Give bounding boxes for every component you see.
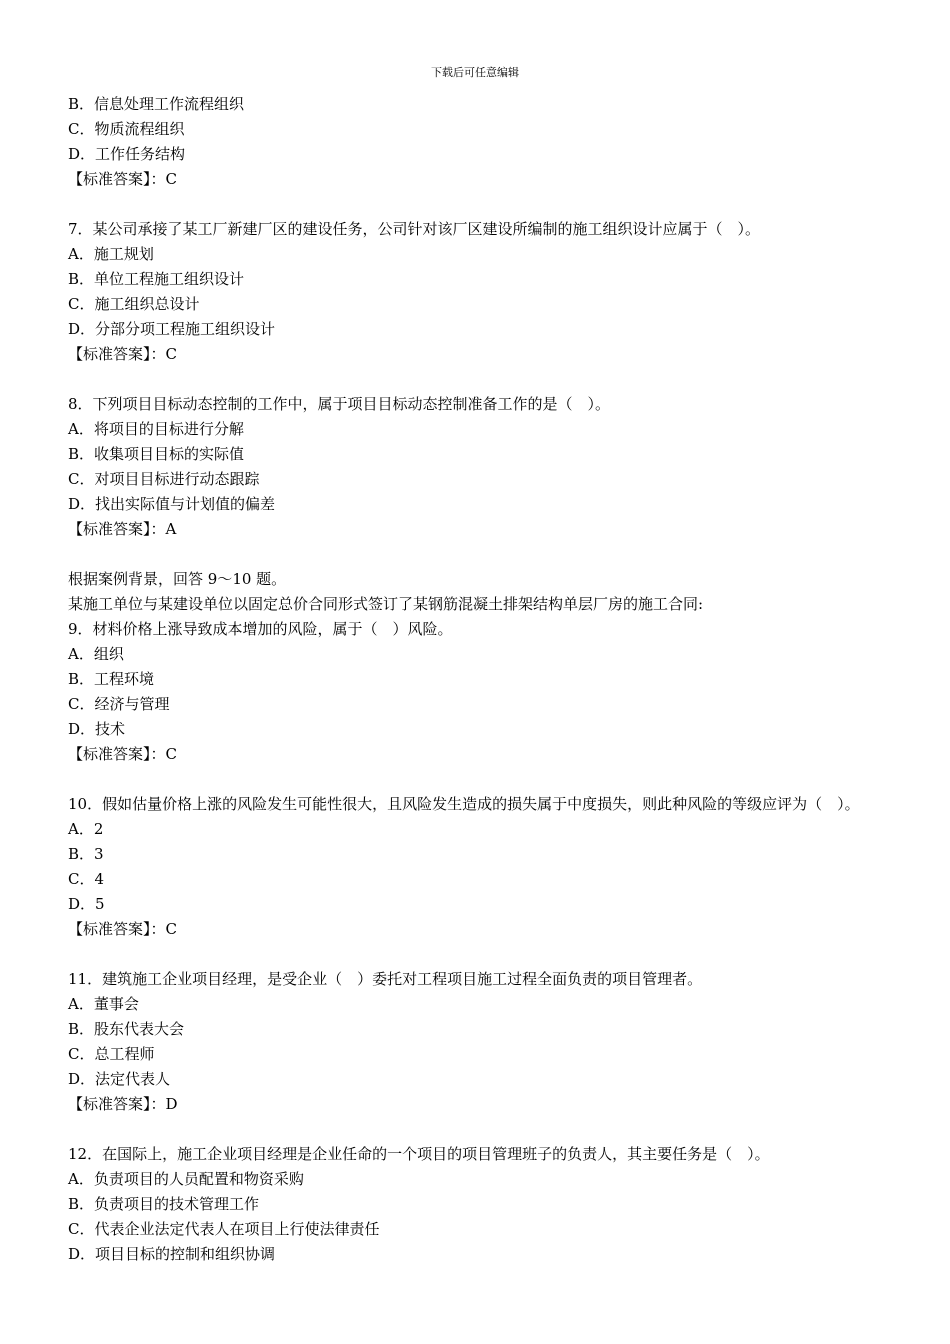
case-intro: 根据案例背景，回答 9～10 题。 xyxy=(68,570,287,588)
blank-line xyxy=(68,542,888,567)
option-line: A．2 xyxy=(68,820,104,838)
answer-line: 【标准答案】：A xyxy=(68,520,177,538)
option-line: D．分部分项工程施工组织设计 xyxy=(68,320,276,338)
page-header: 下载后可任意编辑 xyxy=(431,66,519,79)
answer-line: 【标准答案】：C xyxy=(68,920,177,938)
question-stem: 7．某公司承接了某工厂新建厂区的建设任务，公司针对该厂区建设所编制的施工组织设计应属于（ ）。 xyxy=(68,220,761,238)
blank-line xyxy=(68,1117,888,1142)
option-line: B．负责项目的技术管理工作 xyxy=(68,1195,260,1213)
blank-line xyxy=(68,192,888,217)
option-line: B．信息处理工作流程组织 xyxy=(68,95,245,113)
case-background: 某施工单位与某建设单位以固定总价合同形式签订了某钢筋混凝土排架结构单层厂房的施工合同: xyxy=(68,595,704,613)
option-line: C．对项目目标进行动态跟踪 xyxy=(68,470,260,488)
option-line: C．总工程师 xyxy=(68,1045,155,1063)
option-line: C．代表企业法定代表人在项目上行使法律责任 xyxy=(68,1220,380,1238)
question-stem: 8．下列项目目标动态控制的工作中，属于项目目标动态控制准备工作的是（ ）。 xyxy=(68,395,611,413)
option-line: B．收集项目目标的实际值 xyxy=(68,445,245,463)
option-line: D．找出实际值与计划值的偏差 xyxy=(68,495,276,513)
option-line: A．施工规划 xyxy=(68,245,154,263)
option-line: B．股东代表大会 xyxy=(68,1020,185,1038)
document-body xyxy=(68,92,888,1267)
question-stem: 10．假如估量价格上涨的风险发生可能性很大，且风险发生造成的损失属于中度损失，则此种风险的等级应评为（ ）。 xyxy=(68,795,860,813)
option-line: A．负责项目的人员配置和物资采购 xyxy=(68,1170,304,1188)
option-line: D．法定代表人 xyxy=(68,1070,171,1088)
option-line: B．单位工程施工组织设计 xyxy=(68,270,245,288)
option-line: D．5 xyxy=(68,895,105,913)
question-stem: 11．建筑施工企业项目经理，是受企业（ ）委托对工程项目施工过程全面负责的项目管理者。 xyxy=(68,970,703,988)
answer-line: 【标准答案】：C xyxy=(68,170,177,188)
option-line: B．3 xyxy=(68,845,104,863)
option-line: C．经济与管理 xyxy=(68,695,170,713)
option-line: D．工作任务结构 xyxy=(68,145,186,163)
answer-line: 【标准答案】：C xyxy=(68,345,177,363)
option-line: A．组织 xyxy=(68,645,124,663)
option-line: C．施工组织总设计 xyxy=(68,295,200,313)
option-line: B．工程环境 xyxy=(68,670,155,688)
blank-line xyxy=(68,942,888,967)
option-line: C．物质流程组织 xyxy=(68,120,185,138)
option-line: C．4 xyxy=(68,870,105,888)
option-line: A．董事会 xyxy=(68,995,139,1013)
blank-line xyxy=(68,367,888,392)
question-stem: 9．材料价格上涨导致成本增加的风险，属于（ ）风险。 xyxy=(68,620,453,638)
option-line: D．项目目标的控制和组织协调 xyxy=(68,1245,276,1263)
option-line: D．技术 xyxy=(68,720,126,738)
answer-line: 【标准答案】：C xyxy=(68,745,177,763)
blank-line xyxy=(68,767,888,792)
answer-line: 【标准答案】：D xyxy=(68,1095,178,1113)
option-line: A．将项目的目标进行分解 xyxy=(68,420,244,438)
question-stem: 12．在国际上，施工企业项目经理是企业任命的一个项目的项目管理班子的负责人，其主要任务是（ ）。 xyxy=(68,1145,770,1163)
